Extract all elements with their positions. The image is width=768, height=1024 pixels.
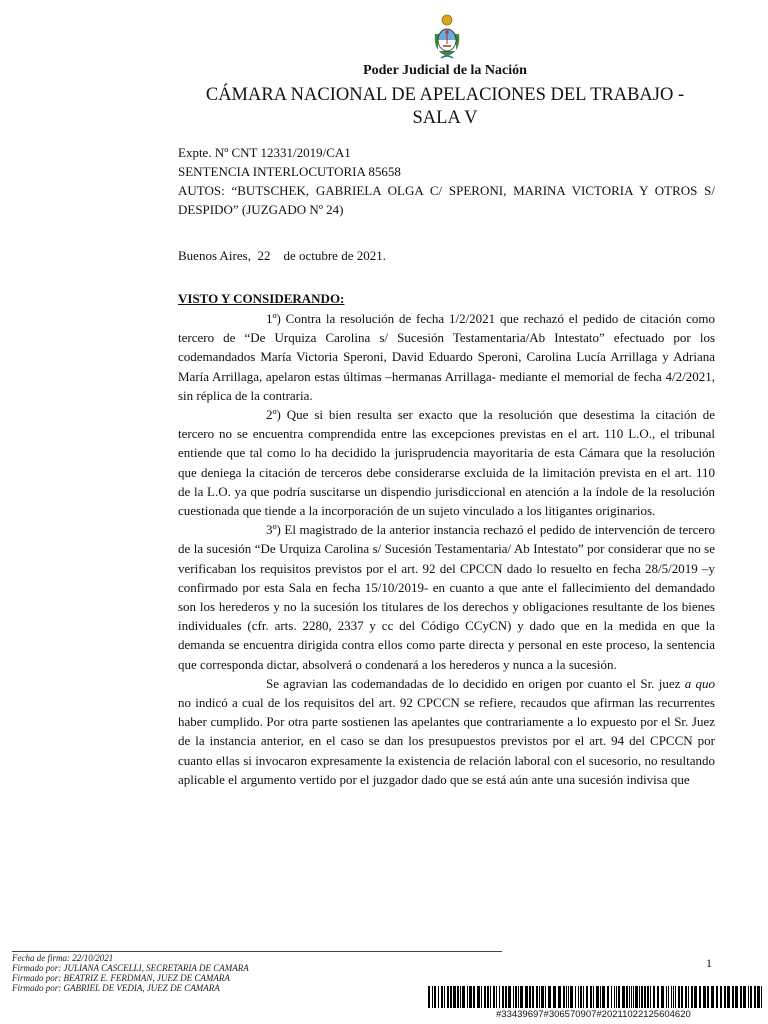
paragraph-3: 3º) El magistrado de la anterior instancia rechazó el pedido de intervención de tercero de la sucesión “De Urquiza Carolina s/ Sucesión Testamentaria/ Ab Intestato” por considerar que no se verificaban los requisitos previstos por el art. 92 del CPCCN dado lo resuelto en fecha 28/5/2019 –y confirmado por esta Sala en fecha 15/10/2019- en cuanto a que ante el fallecimiento del demandado son los herederos y no la sucesión los titulares de los derechos y obligaciones resultante de los bienes individuales (cfr. arts. 2280, 2337 y cc del Código CCyCN) y dado que en la medida en que la demanda se encuentra dirigida contra ellos como parte directa y personal en este proceso, la sentencia que corresponda dictar, absolverá o condenará a los herederos y nunca a la sucesión. [178, 522, 715, 672]
paragraph-4 [178, 674, 715, 789]
chamber-title-line-1: CÁMARA NACIONAL DE APELACIONES DEL TRABAJO - [205, 85, 685, 105]
signature-secretary: Firmado por: JULIANA CASCELLI, SECRETARIA DE CAMARA [12, 963, 249, 973]
paragraph-4-text-start: Se agravian las codemandadas de lo decidido en origen por cuanto el Sr. juez [266, 675, 685, 691]
signature-judge-1: Firmado por: BEATRIZ E. FERDMAN, JUEZ DE CAMARA [12, 973, 230, 983]
paragraph-2: 2º) Que si bien resulta ser exacto que la resolución que desestima la citación de tercero no se encuentra comprendida entre las excepciones previstas en el art. 110 L.O., el tribunal entiende que tal como lo ha decidido la jurisprudencia mayoritaria de esta Cámara que la resolución que deniega la citación de terceros debe considerarse excluida de la limitación prevista en el art. 110 de la L.O. ya que podría suscitarse un dispendio jurisdiccional en atención a la índole de la resolución cuestionada que tiende a la incorporación de un sujeto vinculado a los litigantes originarios. [178, 407, 715, 519]
case-file-number: Expte. Nº CNT 12331/2019/CA1 [178, 145, 351, 160]
signature-divider [12, 951, 502, 952]
signature-date: Fecha de firma: 22/10/2021 [12, 953, 114, 963]
document-body [178, 309, 715, 789]
coat-of-arms-icon [427, 12, 467, 60]
chamber-title [0, 84, 768, 130]
signature-judge-2: Firmado por: GABRIEL DE VEDIA, JUEZ DE CAMARA [12, 983, 220, 993]
case-metadata [178, 143, 715, 219]
place-and-date: Buenos Aires, 22 de octubre de 2021. [178, 248, 386, 263]
latin-term: a quo [684, 675, 716, 691]
paragraph-4-text-end: no indicó a cual de los requisitos del art. 92 CPCCN se refiere, recaudos que afirman las recurrentes haber cumplido. Por otra parte sostienen las apelantes que contrariamente a lo expuesto por el Sr. Juez de la instancia anterior, en el caso se dan los presupuestos previstos por el art. 94 del CPCCN por cuanto ellas si invocaron expresamente la existencia de relación laboral con el sucesorio, no resultando aplicable el argumento vertido por el juzgador dado que se está aún ante una sucesión indivisa que [178, 695, 715, 787]
chamber-title-line-2: SALA V [412, 108, 478, 128]
institution-name: Poder Judicial de la Nación [363, 63, 527, 78]
ruling-number: SENTENCIA INTERLOCUTORIA 85658 [178, 164, 401, 179]
section-heading: VISTO Y CONSIDERANDO: [178, 291, 345, 306]
paragraph-1: 1º) Contra la resolución de fecha 1/2/2021 que rechazó el pedido de citación como tercero de “De Urquiza Carolina s/ Sucesión Testamentaria/Ab Intestato” efectuado por los codemandados María Victoria Speroni, David Eduardo Speroni, Carolina Lucía Arrillaga y Adriana María Arrillaga, apelaron estas últimas –hermanas Arrillaga- mediante el memorial de fecha 4/2/2021, sin réplica de la contraria. [178, 311, 715, 403]
barcode-icon [428, 986, 766, 1008]
barcode-number: #33439697#306570907#20211022125604620 [496, 1009, 691, 1020]
case-caption: AUTOS: “BUTSCHEK, GABRIELA OLGA C/ SPERONI, MARINA VICTORIA Y OTROS S/ DESPIDO” (JUZGADO Nº 24) [178, 183, 715, 217]
page-number: 1 [706, 956, 712, 970]
